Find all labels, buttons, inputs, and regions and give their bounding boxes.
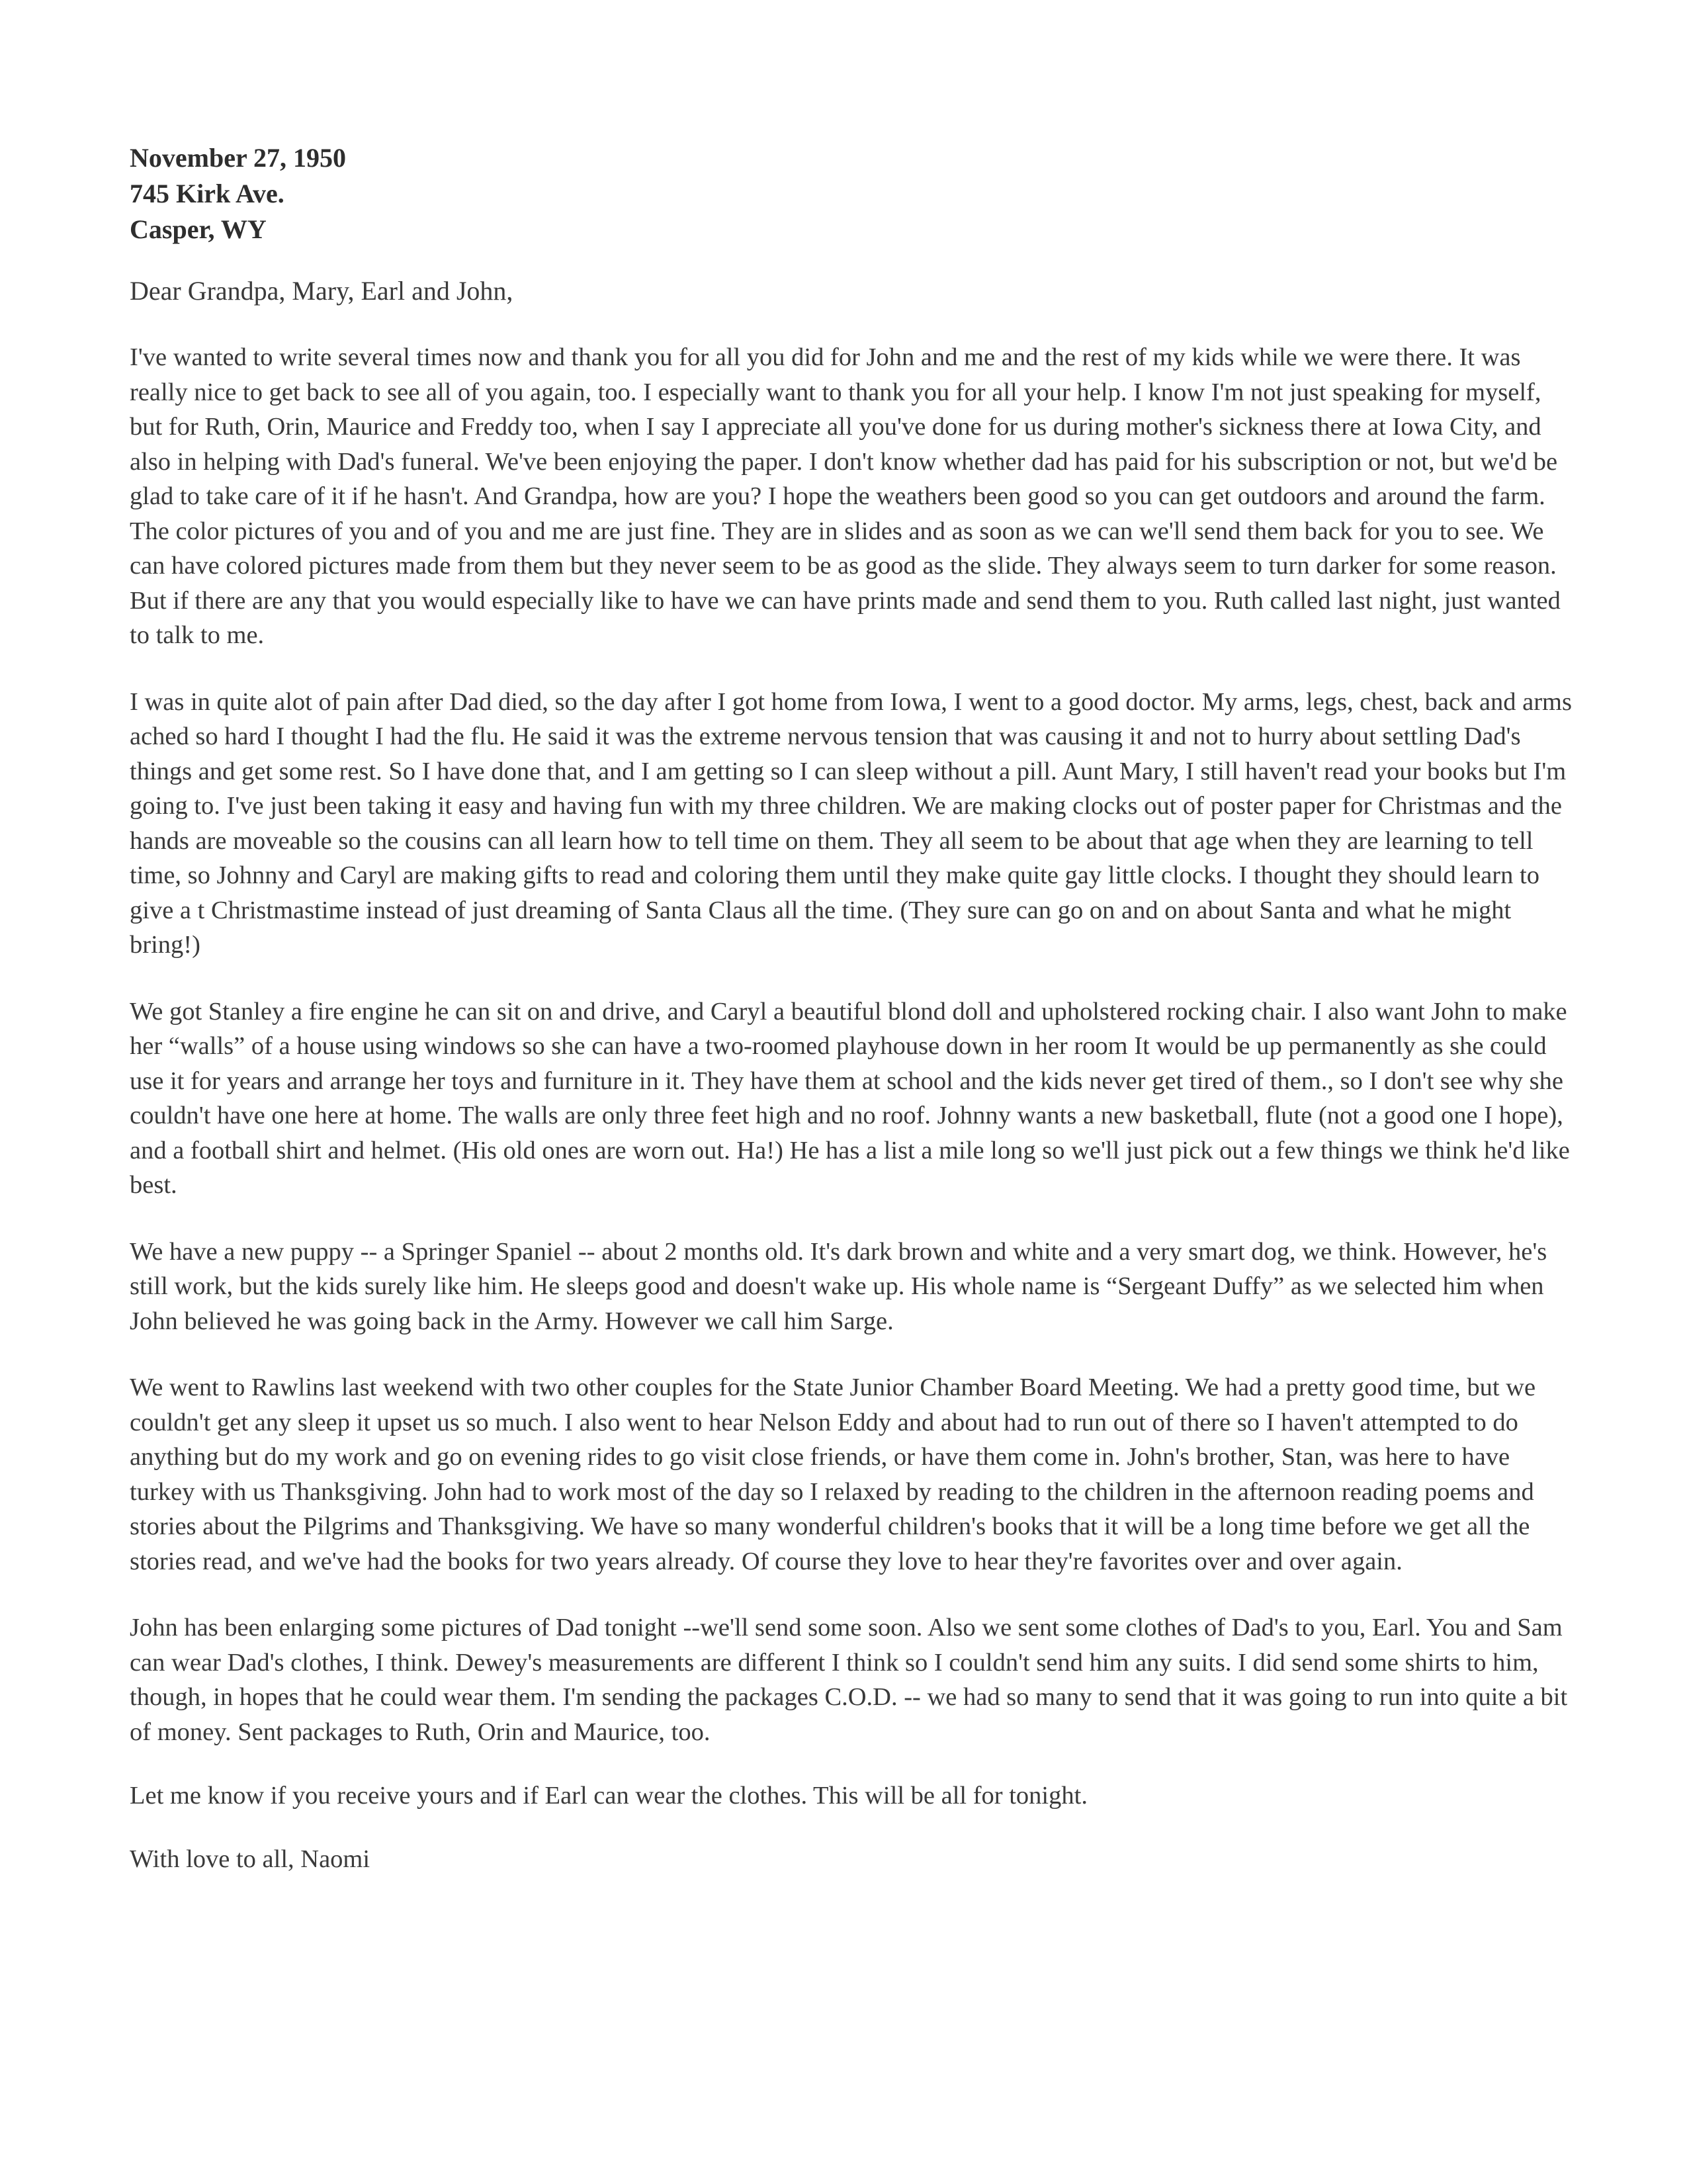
sender-street: 745 Kirk Ave. [130,179,284,208]
paragraph-packages: John has been enlarging some pictures of Dad tonight --we'll send some soon. Also we sent some clothes of Dad's to you, Earl. You and Sam can wear Dad's clothes, I think. Dewey's measurements are different I think so I couldn't send him any suits. I did send some shirts to him, though, in hopes that he could wear them. I'm sending the packages C.O.D. -- we had so many to send that it was going to run into quite a bit of money. Sent packages to Ruth, Orin and Maurice, too. [130,1614,1568,1746]
paragraph-thanks: I've wanted to write several times now and thank you for all you did for John and me and the rest of my kids while we were there. It was really nice to get back to see all of you again, too. I especially want to thank you for all your help. I know I'm not just speaking for myself, but for Ruth, Orin, Maurice and Freddy too, when I say I appreciate all you've done for us during mother's sickness there at Iowa City, and also in helping with Dad's funeral. We've been enjoying the paper. I don't know whether dad has paid for his subscription or not, but we'd be glad to take care of it if he hasn't. And Grandpa, how are you? I hope the weathers been good so you can get outdoors and around the farm. The color pictures of you and of you and me are just fine. They are in slides and as soon as we can we'll send them back for you to see. We can have colored pictures made from them but they never seem to be as good as the slide. They always seem to turn darker for some reason. But if there are any that you would especially like to have we can have prints made and send them to you. Ruth called last night, just wanted to talk to me. [130,343,1561,649]
salutation: Dear Grandpa, Mary, Earl and John, [130,276,513,306]
paragraph-rawlins: We went to Rawlins last weekend with two other couples for the State Junior Chamber Board Meeting. We had a pretty good time, but we couldn't get any sleep it upset us so much. I also went to hear Nelson Eddy and about had to run out of there so I haven't attempted to do anything but do my work and go on evening rides to go visit close friends, or have them come in. John's brother, Stan, was here to have turkey with us Thanksgiving. John had to work most of the day so I relaxed by reading to the children in the afternoon reading poems and stories about the Pilgrims and Thanksgiving. We have so many wonderful children's books that it will be a long time before we get all the stories read, and we've had the books for two years already. Of course they love to hear they're favorites over and over again. [130,1374,1536,1575]
signoff: With love to all, Naomi [130,1845,370,1873]
letter-body [130,140,1572,1876]
letter-date: November 27, 1950 [130,143,346,173]
sender-city: Casper, WY [130,214,267,244]
closing-line: Let me know if you receive yours and if Earl can wear the clothes. This will be all for tonight. [130,1782,1088,1810]
paragraph-doctor: I was in quite alot of pain after Dad died, so the day after I got home from Iowa, I went to a good doctor. My arms, legs, chest, back and arms ached so hard I thought I had the flu. He said it was the extreme nervous tension that was causing it and not to hurry about settling Dad's things and get some rest. So I have done that, and I am getting so I can sleep without a pill. Aunt Mary, I still haven't read your books but I'm going to. I've just been taking it easy and having fun with my three children. We are making clocks out of poster paper for Christmas and the hands are moveable so the cousins can all learn how to tell time on them. They all seem to be about that age when they are learning to tell time, so Johnny and Caryl are making gifts to read and coloring them until they make quite gay little clocks. I thought they should learn to give a t Christmastime instead of just dreaming of Santa Claus all the time. (They sure can go on and on about Santa and what he might bring!) [130,687,1572,959]
paragraph-puppy: We have a new puppy -- a Springer Spaniel -- about 2 months old. It's dark brown and white and a very smart dog, we think. However, he's still work, but the kids surely like him. He sleeps good and doesn't wake up. His whole name is “Sergeant Duffy” as we selected him when John believed he was going back in the Army. However we call him Sarge. [130,1237,1547,1335]
letter-header [130,140,1572,247]
paragraph-christmas-gifts: We got Stanley a fire engine he can sit on and drive, and Caryl a beautiful blond doll and upholstered rocking chair. I also want John to make her “walls” of a house using windows so she can have a two-roomed playhouse down in her room It would be up permanently as she could use it for years and arrange her toys and furniture in it. They have them at school and the kids never get tired of them., so I don't see why she couldn't have one here at home. The walls are only three feet high and no roof. Johnny wants a new basketball, flute (not a good one I hope), and a football shirt and helmet. (His old ones are worn out. Ha!) He has a list a mile long so we'll just pick out a few things we think he'd like best. [130,997,1570,1199]
